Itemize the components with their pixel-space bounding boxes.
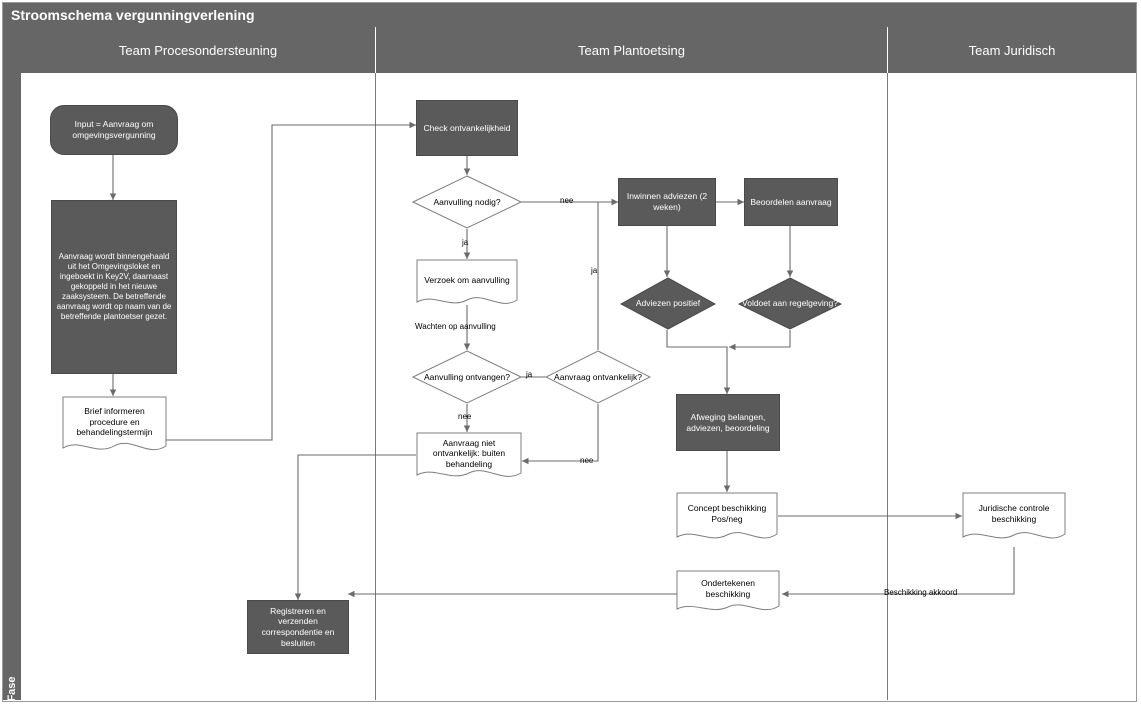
node-brief-informeren-label: Brief informeren procedure en behandelingstermijn xyxy=(76,406,153,438)
node-aanvraag-niet-ontvankelijk[interactable] xyxy=(416,432,522,484)
edge-label-ja-2: ja xyxy=(591,266,598,275)
phase-label: Fase xyxy=(6,676,18,702)
node-ondertekenen-beschikking-label: Ondertekenen beschikking xyxy=(701,578,755,599)
edge-label-nee-3: nee xyxy=(580,456,594,465)
node-juridische-controle[interactable] xyxy=(962,492,1066,547)
edge-label-ja-1: ja xyxy=(462,238,469,247)
node-voldoet-aan-regelgeving[interactable] xyxy=(738,277,842,330)
node-concept-beschikking[interactable] xyxy=(676,492,778,547)
edge-label-nee-1: nee xyxy=(560,196,574,205)
node-check-ontvankelijkheid[interactable]: Check ontvankelijkheid xyxy=(416,100,518,156)
edge-label-ja-3: ja xyxy=(526,370,533,379)
node-concept-beschikking-label: Concept beschikking Pos/neg xyxy=(687,503,767,524)
node-aanvraag-niet-ontvankelijk-label: Aanvraag niet ontvankelijk: buiten behandeling xyxy=(432,437,506,469)
node-registreren-verzenden[interactable]: Registreren en verzenden correspondentie en besluiten xyxy=(247,600,349,654)
node-aanvulling-nodig[interactable] xyxy=(412,175,522,229)
edge-label-beschikking-akkoord: Beschikking akkoord xyxy=(884,588,958,597)
lane-header-juridisch: Team Juridisch xyxy=(888,27,1136,73)
node-beoordelen-aanvraag[interactable]: Beoordelen aanvraag xyxy=(744,178,838,226)
node-voldoet-aan-regelgeving-label: Voldoet aan regelgeving? xyxy=(742,298,838,309)
node-aanvulling-ontvangen-label: Aanvulling ontvangen? xyxy=(423,371,510,382)
diagram-title: Stroomschema vergunningverlening xyxy=(3,3,1136,27)
node-adviezen-positief-label: Adviezen positief xyxy=(635,298,701,309)
node-adviezen-positief[interactable] xyxy=(620,277,716,330)
lane-header-plantoetsing: Team Plantoetsing xyxy=(376,27,888,73)
lane-body-juridisch xyxy=(888,73,1136,700)
node-verzoek-om-aanvulling-label: Verzoek om aanvulling xyxy=(424,275,510,286)
node-aanvraag-ontvankelijk[interactable] xyxy=(545,350,651,404)
edge-label-nee-2: nee xyxy=(458,412,472,421)
phase-band xyxy=(3,27,21,700)
node-brief-informeren[interactable] xyxy=(62,396,167,458)
lane-header-procesondersteuning: Team Procesondersteuning xyxy=(21,27,376,73)
edge-label-wachten-op-aanvulling: Wachten op aanvulling xyxy=(415,322,496,331)
node-inwinnen-adviezen[interactable]: Inwinnen adviezen (2 weken) xyxy=(618,178,716,226)
node-aanvraag-binnengehaald[interactable]: Aanvraag wordt binnengehaald uit het Omgevingsloket en ingeboekt in Key2V, daarnaast gekoppeld in het nieuwe zaaksysteem. De betreffende aanvraag wordt op naam van de betreffende plantoetser gezet. xyxy=(51,200,177,374)
node-ondertekenen-beschikking[interactable] xyxy=(676,570,780,618)
node-juridische-controle-label: Juridische controle beschikking xyxy=(978,503,1050,524)
node-verzoek-om-aanvulling[interactable] xyxy=(416,259,518,311)
node-aanvulling-ontvangen[interactable] xyxy=(412,350,522,404)
node-afweging-belangen[interactable]: Afweging belangen, adviezen, beoordeling xyxy=(676,394,780,451)
node-aanvraag-ontvankelijk-label: Aanvraag ontvankelijk? xyxy=(554,371,642,382)
node-input-aanvraag[interactable]: Input = Aanvraag om omgevingsvergunning xyxy=(50,105,178,155)
node-aanvulling-nodig-label: Aanvulling nodig? xyxy=(433,196,501,207)
